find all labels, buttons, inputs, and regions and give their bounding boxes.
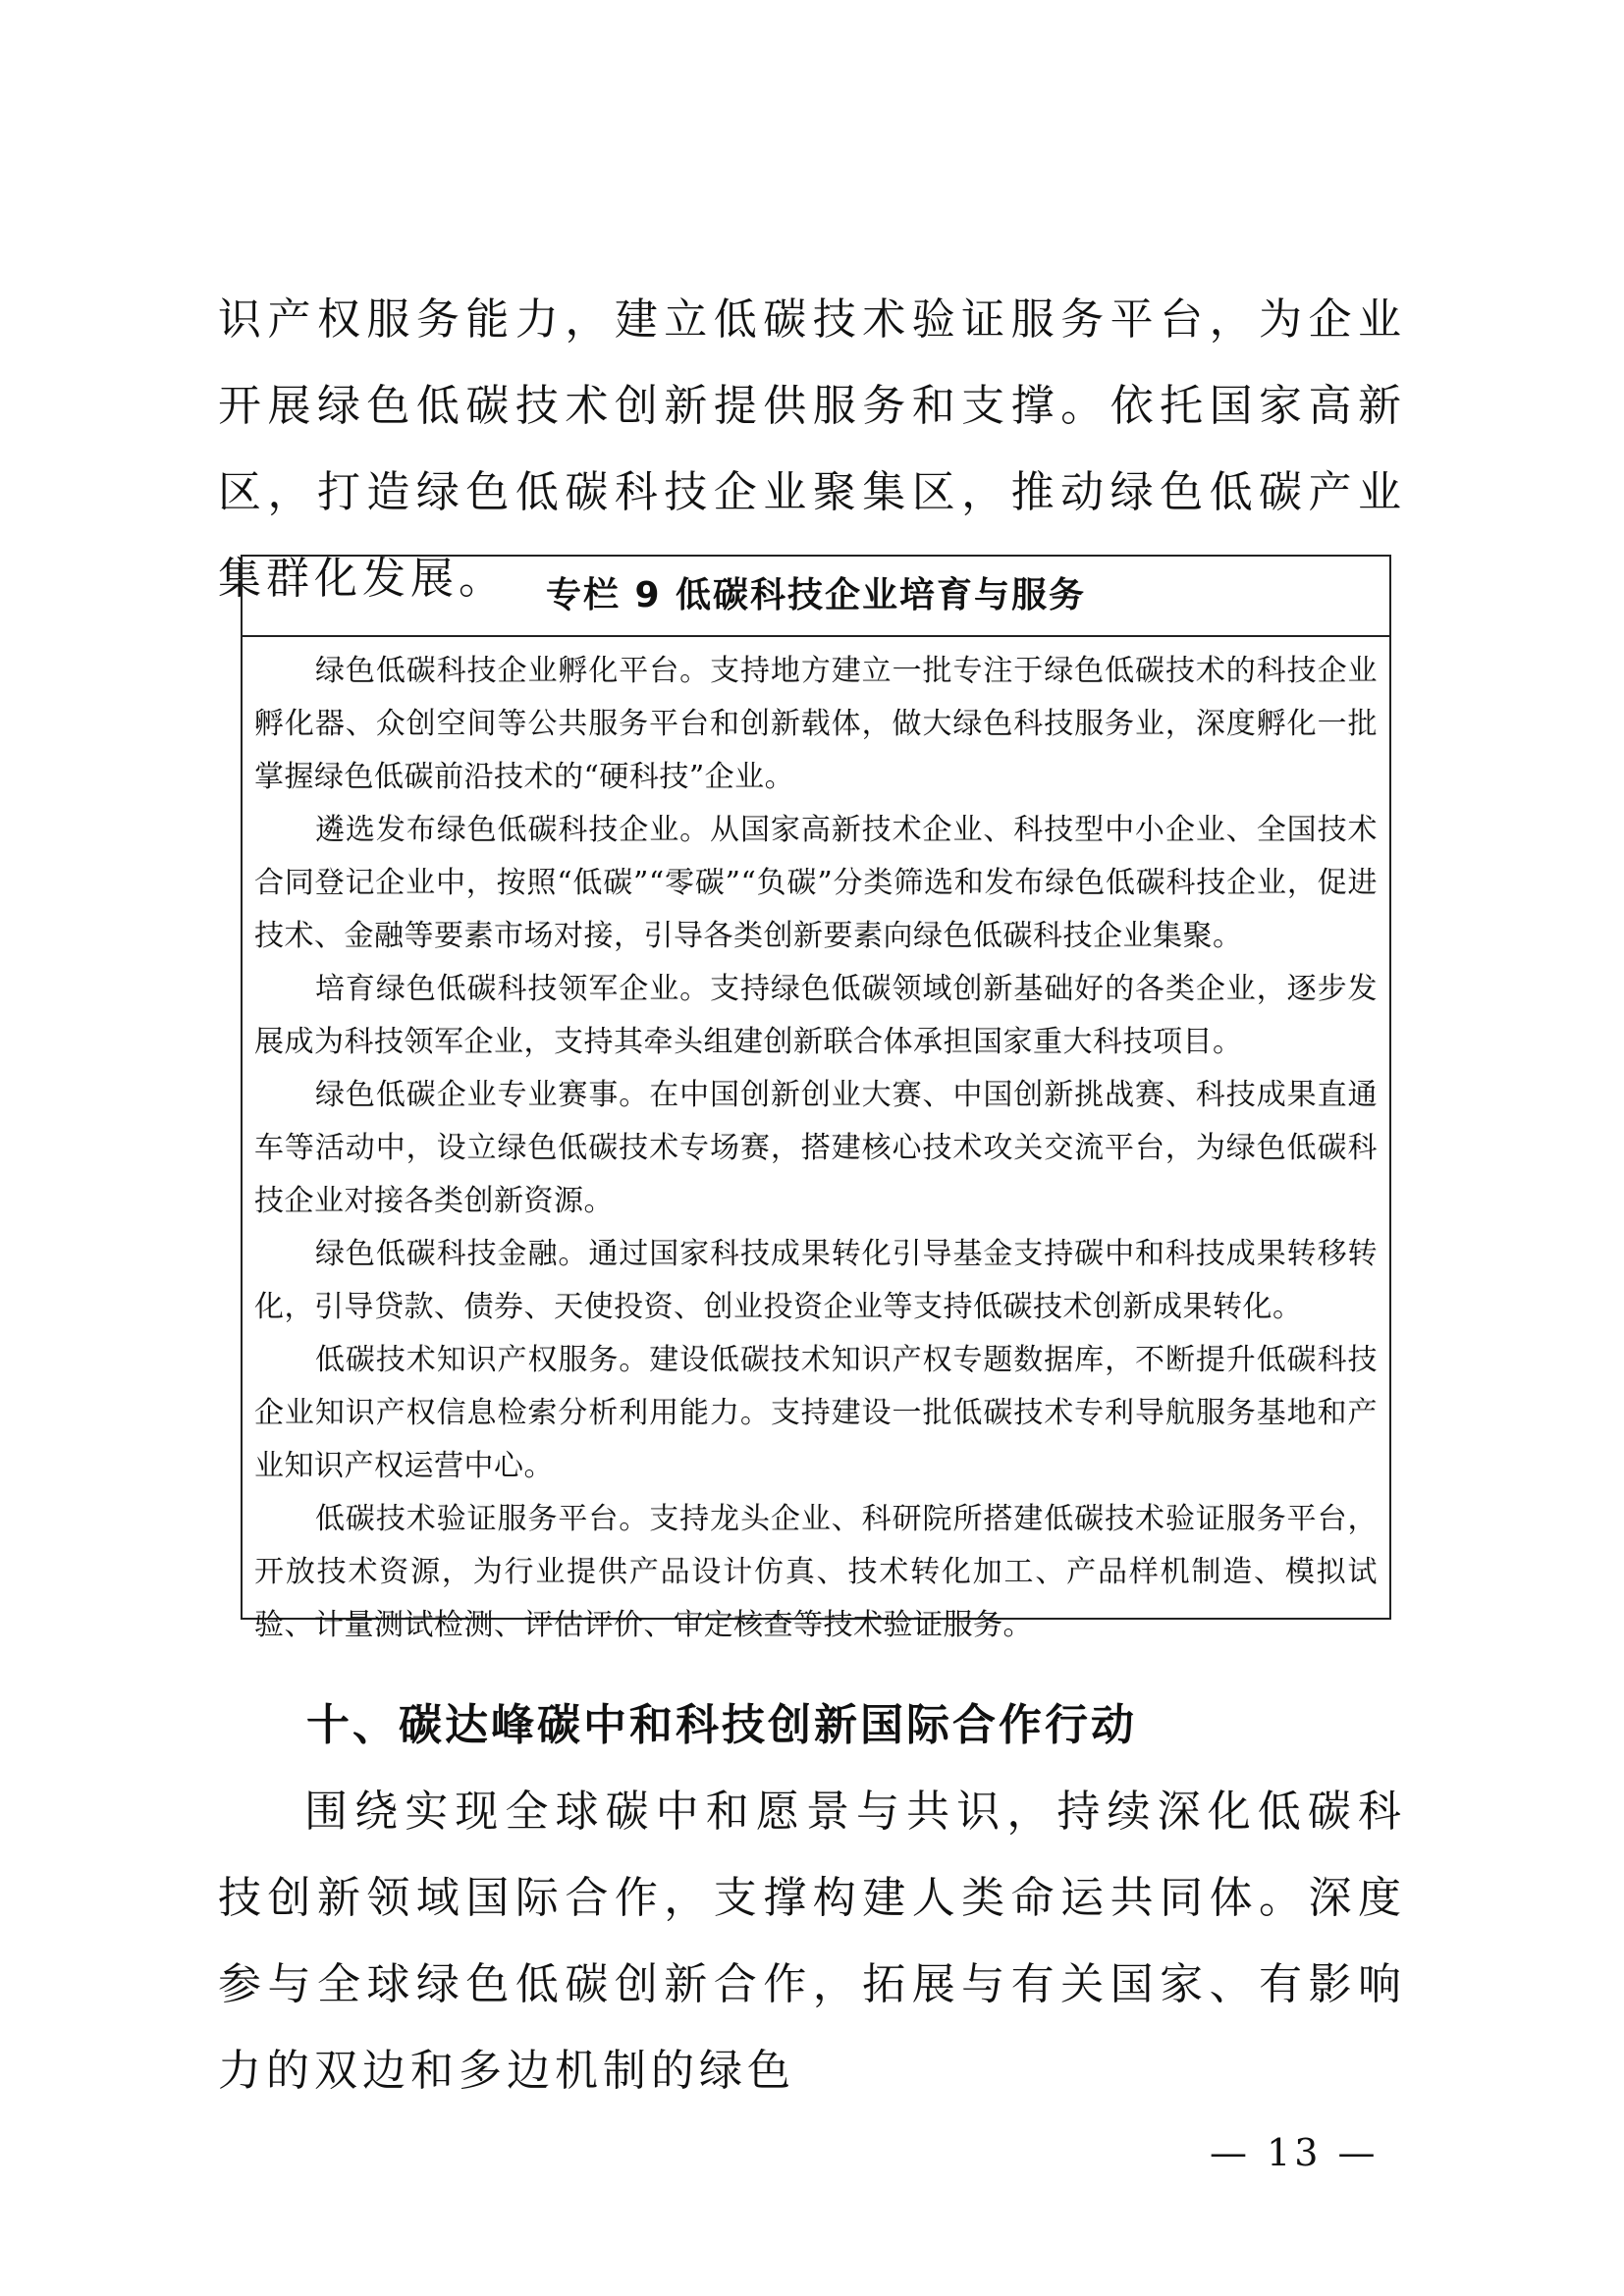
intro-paragraph: 识产权服务能力，建立低碳技术验证服务平台，为企业开展绿色低碳技术创新提供服务和支撑。依托国家高新区，打造绿色低碳科技企业聚集区，推动绿色低碳产业集群化发展。 xyxy=(218,294,1406,604)
column-paragraph-selection: 遴选发布绿色低碳科技企业。从国家高新技术企业、科技型中小企业、全国技术合同登记企业中，按照“低碳”“零碳”“负碳”分类筛选和发布绿色低碳科技企业，促进技术、金融等要素市场对接，引导各类创新要素向绿色低碳科技企业集聚。 xyxy=(254,813,1378,953)
column-paragraph-verification-platform: 低碳技术验证服务平台。支持龙头企业、科研院所搭建低碳技术验证服务平台，开放技术资源，为行业提供产品设计仿真、技术转化加工、产品样机制造、模拟试验、计量测试检测、评估评价、审定核查等技术验证服务。 xyxy=(254,1502,1378,1642)
column-paragraph-leading-enterprises: 培育绿色低碳科技领军企业。支持绿色低碳领域创新基础好的各类企业，逐步发展成为科技领军企业，支持其牵头组建创新联合体承担国家重大科技项目。 xyxy=(254,972,1378,1059)
page-number: — 13 — xyxy=(1210,2131,1380,2174)
column-box xyxy=(241,555,1391,1642)
column-paragraph-ip-services: 低碳技术知识产权服务。建设低碳技术知识产权专题数据库，不断提升低碳科技企业知识产权信息检索分析利用能力。支持建设一批低碳技术专利导航服务基地和产业知识产权运营中心。 xyxy=(254,1343,1378,1483)
column-box-body xyxy=(243,637,1389,1652)
column-paragraph-finance: 绿色低碳科技金融。通过国家科技成果转化引导基金支持碳中和科技成果转移转化，引导贷款、债券、天使投资、创业投资企业等支持低碳技术创新成果转化。 xyxy=(254,1237,1378,1324)
column-paragraph-incubation: 绿色低碳科技企业孵化平台。支持地方建立一批专注于绿色低碳技术的科技企业孵化器、众创空间等公共服务平台和创新载体，做大绿色科技服务业，深度孵化一批掌握绿色低碳前沿技术的“硬科技”企业。 xyxy=(254,654,1378,794)
section-heading: 十、碳达峰碳中和科技创新国际合作行动 xyxy=(306,1700,1137,1750)
column-paragraph-competitions: 绿色低碳企业专业赛事。在中国创新创业大赛、中国创新挑战赛、科技成果直通车等活动中，设立绿色低碳技术专场赛，搭建核心技术攻关交流平台，为绿色低碳科技企业对接各类创新资源。 xyxy=(254,1078,1378,1218)
section-paragraph: 围绕实现全球碳中和愿景与共识，持续深化低碳科技创新领域国际合作，支撑构建人类命运共同体。深度参与全球绿色低碳创新合作，拓展与有关国家、有影响力的双边和多边机制的绿色 xyxy=(218,1787,1406,2096)
column-box-title: 专栏 9 低碳科技企业培育与服务 xyxy=(243,557,1389,637)
